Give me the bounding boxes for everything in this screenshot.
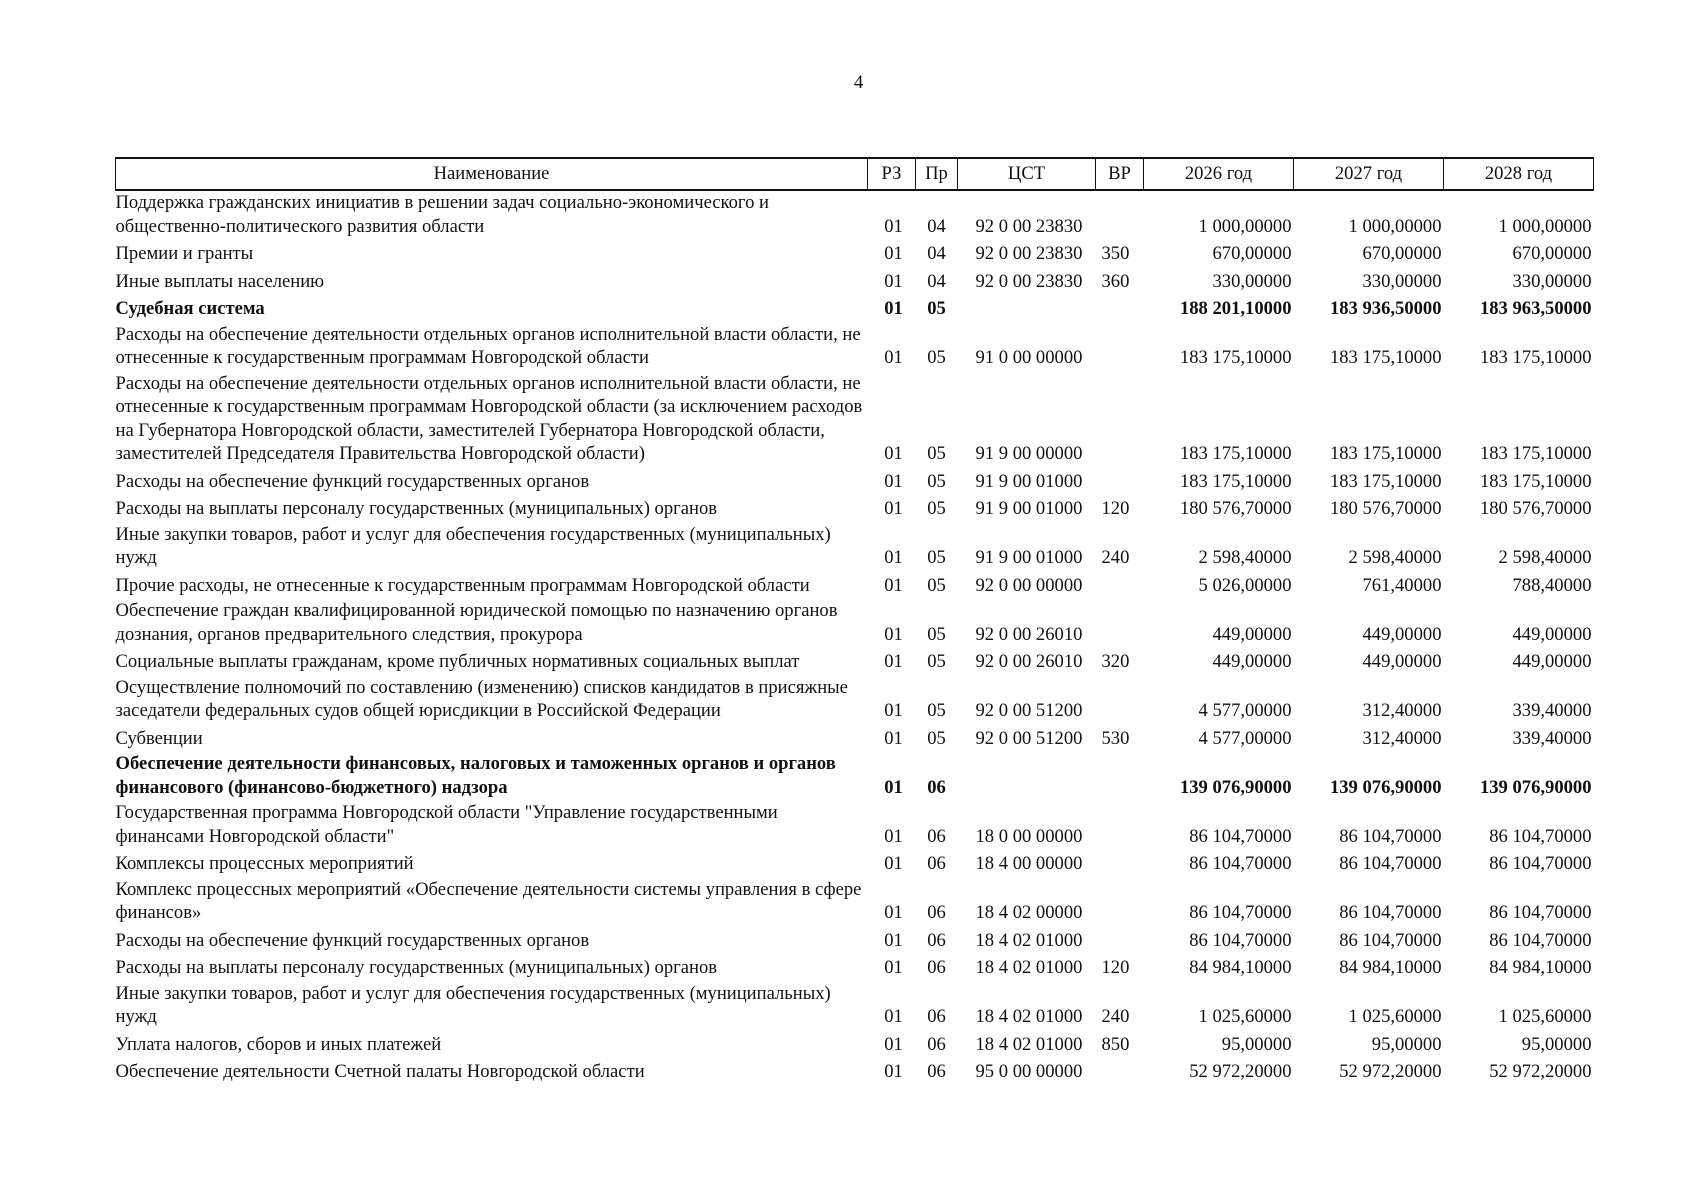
row-pr: 04 <box>927 270 946 292</box>
row-name: Обеспечение деятельности финансовых, налоговых и таможенных органов и органов финансового (финансово-бюджетного) надзора <box>115 753 836 798</box>
row-name: Осуществление полномочий по составлению (изменению) списков кандидатов в присяжные заседатели федеральных судов общей юрисдикции в Российской Федерации <box>115 676 848 721</box>
row-rz: 01 <box>884 623 903 645</box>
row-cst: 18 4 02 00000 <box>975 902 1083 923</box>
row-value-2027: 180 576,70000 <box>1329 498 1442 519</box>
row-vr <box>1096 1058 1144 1086</box>
page-number: 4 <box>853 72 864 93</box>
row-vr <box>1096 295 1144 323</box>
row-rz: 01 <box>884 853 903 874</box>
row-rz: 01 <box>884 347 903 368</box>
row-pr: 05 <box>927 574 946 596</box>
row-value-2027: 183 175,10000 <box>1329 470 1442 492</box>
row-name: Иные закупки товаров, работ и услуг для обеспечения государственных (муниципальных) нужд <box>115 982 831 1027</box>
row-vr <box>1096 752 1144 801</box>
row-cst: 91 9 00 01000 <box>975 547 1083 568</box>
row-rz: 01 <box>884 1033 903 1055</box>
row-rz: 01 <box>884 929 903 951</box>
row-name: Поддержка гражданских инициатив в решении задач социально-экономического и общественно-политического развития области <box>115 192 769 237</box>
row-value-2026: 5 026,00000 <box>1198 574 1292 596</box>
row-vr <box>1096 676 1144 725</box>
row-cst <box>958 295 1096 323</box>
row-value-2028: 86 104,70000 <box>1489 902 1592 923</box>
row-value-2028: 449,00000 <box>1512 651 1592 672</box>
table-row <box>116 572 1594 600</box>
table-row <box>116 648 1594 676</box>
row-vr <box>1096 850 1144 878</box>
row-value-2028: 95,00000 <box>1521 1033 1592 1055</box>
row-value-2028: 180 576,70000 <box>1479 498 1592 519</box>
row-value-2027: 139 076,90000 <box>1329 776 1442 798</box>
row-value-2027: 86 104,70000 <box>1339 929 1442 951</box>
table-row <box>116 1031 1594 1059</box>
row-pr: 06 <box>927 902 946 923</box>
row-value-2027: 86 104,70000 <box>1339 825 1442 847</box>
row-name: Премии и гранты <box>115 243 254 264</box>
row-value-2026: 670,00000 <box>1212 243 1292 264</box>
row-name: Расходы на обеспечение деятельности отдельных органов исполнительной власти области, не отнесенные к государственным программам Новгородской области (за исключением расходов на Губернатора Новгородской области, заместителей Губернатора Новгородской области, заместителей Председателя Правительства Новгородской области) <box>115 372 863 464</box>
row-pr: 06 <box>927 1061 946 1082</box>
header-rz: РЗ <box>868 158 916 190</box>
row-rz: 01 <box>884 727 903 749</box>
row-value-2026: 1 000,00000 <box>1198 215 1292 237</box>
row-value-2028: 788,40000 <box>1512 574 1592 596</box>
row-value-2028: 183 175,10000 <box>1479 470 1592 492</box>
table-row <box>116 927 1594 955</box>
row-vr <box>1096 372 1144 468</box>
row-value-2026: 86 104,70000 <box>1189 902 1292 923</box>
header-year-2026: 2026 год <box>1144 158 1294 190</box>
row-cst: 92 0 00 26010 <box>975 651 1083 672</box>
row-value-2026: 4 577,00000 <box>1198 700 1292 721</box>
row-pr: 06 <box>927 929 946 951</box>
row-value-2028: 183 963,50000 <box>1479 298 1592 319</box>
row-value-2028: 86 104,70000 <box>1489 929 1592 951</box>
row-value-2026: 52 972,20000 <box>1189 1061 1292 1082</box>
header-vr: ВР <box>1096 158 1144 190</box>
row-pr: 05 <box>927 547 946 568</box>
row-vr <box>1096 323 1144 372</box>
row-value-2027: 95,00000 <box>1371 1033 1442 1055</box>
row-vr: 240 <box>1101 1006 1130 1027</box>
row-name: Расходы на выплаты персоналу государственных (муниципальных) органов <box>115 957 718 978</box>
row-value-2028: 339,40000 <box>1512 727 1592 749</box>
row-pr: 06 <box>927 1006 946 1027</box>
table-row <box>116 878 1594 927</box>
row-pr: 06 <box>927 776 946 798</box>
row-vr <box>1096 572 1144 600</box>
row-vr: 350 <box>1101 243 1130 264</box>
table-body <box>116 190 1594 1086</box>
row-vr: 320 <box>1101 651 1130 672</box>
row-value-2026: 4 577,00000 <box>1198 727 1292 749</box>
row-name: Комплекс процессных мероприятий «Обеспечение деятельности системы управления в сфере финансов» <box>115 878 862 923</box>
row-vr: 850 <box>1101 1033 1130 1055</box>
row-pr: 05 <box>927 651 946 672</box>
row-value-2027: 312,40000 <box>1362 727 1442 749</box>
row-value-2028: 86 104,70000 <box>1489 825 1592 847</box>
row-cst: 91 0 00 00000 <box>975 347 1083 368</box>
row-cst: 18 4 02 01000 <box>975 929 1083 951</box>
row-vr: 240 <box>1101 547 1130 568</box>
row-value-2028: 86 104,70000 <box>1489 853 1592 874</box>
row-value-2026: 188 201,10000 <box>1179 298 1292 319</box>
row-name: Обеспечение деятельности Счетной палаты Новгородской области <box>115 1061 645 1082</box>
row-name: Иные выплаты населению <box>115 270 325 292</box>
header-name: Наименование <box>116 158 868 190</box>
row-cst: 92 0 00 23830 <box>975 243 1083 264</box>
row-value-2027: 449,00000 <box>1362 623 1442 645</box>
row-rz: 01 <box>884 270 903 292</box>
row-pr: 06 <box>927 853 946 874</box>
row-value-2027: 84 984,10000 <box>1339 957 1442 978</box>
row-rz: 01 <box>884 243 903 264</box>
row-vr <box>1096 878 1144 927</box>
row-pr: 04 <box>927 215 946 237</box>
row-pr: 05 <box>927 298 946 319</box>
table-row <box>116 468 1594 496</box>
row-cst: 91 9 00 01000 <box>975 498 1083 519</box>
row-name: Расходы на обеспечение деятельности отдельных органов исполнительной власти области, не отнесенные к государственным программам Новгородской области <box>115 323 861 368</box>
row-vr: 360 <box>1101 270 1130 292</box>
row-vr: 120 <box>1101 498 1130 519</box>
table-section-row <box>116 752 1594 801</box>
row-name: Расходы на обеспечение функций государственных органов <box>115 470 590 492</box>
row-rz: 01 <box>884 298 903 319</box>
row-value-2028: 330,00000 <box>1512 270 1592 292</box>
table-row <box>116 268 1594 296</box>
row-name: Уплата налогов, сборов и иных платежей <box>115 1033 442 1055</box>
row-rz: 01 <box>884 574 903 596</box>
row-name: Иные закупки товаров, работ и услуг для обеспечения государственных (муниципальных) нужд <box>115 523 831 568</box>
row-pr: 06 <box>927 957 946 978</box>
row-rz: 01 <box>884 776 903 798</box>
header-cst: ЦСТ <box>958 158 1096 190</box>
row-name: Комплексы процессных мероприятий <box>115 853 414 874</box>
row-value-2027: 449,00000 <box>1362 651 1442 672</box>
row-cst: 92 0 00 23830 <box>975 215 1083 237</box>
row-pr: 04 <box>927 243 946 264</box>
row-value-2028: 2 598,40000 <box>1498 547 1592 568</box>
row-cst: 91 9 00 00000 <box>975 443 1083 464</box>
row-rz: 01 <box>884 470 903 492</box>
row-value-2027: 183 936,50000 <box>1329 298 1442 319</box>
row-value-2027: 1 025,60000 <box>1348 1006 1442 1027</box>
row-value-2026: 2 598,40000 <box>1198 547 1292 568</box>
row-value-2028: 670,00000 <box>1512 243 1592 264</box>
table-row <box>116 954 1594 982</box>
row-value-2028: 449,00000 <box>1512 623 1592 645</box>
row-cst: 92 0 00 23830 <box>975 270 1083 292</box>
row-cst: 18 4 02 01000 <box>975 1006 1083 1027</box>
row-value-2026: 183 175,10000 <box>1179 470 1292 492</box>
row-cst: 92 0 00 51200 <box>975 700 1083 721</box>
row-vr <box>1096 599 1144 648</box>
row-name: Обеспечение граждан квалифицированной юридической помощью по назначению органов дознания, органов предварительного следствия, прокурора <box>115 600 838 645</box>
row-value-2027: 52 972,20000 <box>1339 1061 1442 1082</box>
row-pr: 05 <box>927 347 946 368</box>
header-pr: Пр <box>916 158 958 190</box>
row-rz: 01 <box>884 651 903 672</box>
table-row <box>116 523 1594 572</box>
row-pr: 05 <box>927 498 946 519</box>
budget-table <box>115 157 1594 1086</box>
row-value-2028: 183 175,10000 <box>1479 347 1592 368</box>
row-value-2026: 183 175,10000 <box>1179 347 1292 368</box>
row-value-2026: 449,00000 <box>1212 623 1292 645</box>
row-pr: 06 <box>927 825 946 847</box>
row-value-2026: 183 175,10000 <box>1179 443 1292 464</box>
row-rz: 01 <box>884 498 903 519</box>
row-value-2028: 339,40000 <box>1512 700 1592 721</box>
row-value-2028: 84 984,10000 <box>1489 957 1592 978</box>
row-name: Расходы на обеспечение функций государственных органов <box>115 929 590 951</box>
row-name: Государственная программа Новгородской области "Управление государственными финансами Новгородской области" <box>115 802 778 847</box>
row-name: Социальные выплаты гражданам, кроме публичных нормативных социальных выплат <box>115 651 800 672</box>
row-cst: 18 4 00 00000 <box>975 853 1083 874</box>
row-rz: 01 <box>884 547 903 568</box>
row-value-2026: 86 104,70000 <box>1189 853 1292 874</box>
table-row <box>116 801 1594 850</box>
table-row <box>116 850 1594 878</box>
row-value-2026: 86 104,70000 <box>1189 929 1292 951</box>
table-section-row <box>116 295 1594 323</box>
row-name: Прочие расходы, не отнесенные к государственным программам Новгородской области <box>115 574 810 596</box>
row-value-2026: 1 025,60000 <box>1198 1006 1292 1027</box>
row-value-2028: 52 972,20000 <box>1489 1061 1592 1082</box>
row-vr <box>1096 801 1144 850</box>
table-row <box>116 725 1594 753</box>
table-row <box>116 372 1594 468</box>
table-row <box>116 1058 1594 1086</box>
row-name: Судебная система <box>115 298 265 319</box>
header-year-2028: 2028 год <box>1444 158 1594 190</box>
row-vr <box>1096 190 1144 240</box>
row-vr <box>1096 927 1144 955</box>
row-cst: 95 0 00 00000 <box>975 1061 1083 1082</box>
row-name: Субвенции <box>115 727 203 749</box>
row-value-2027: 312,40000 <box>1362 700 1442 721</box>
row-rz: 01 <box>884 957 903 978</box>
row-value-2026: 95,00000 <box>1221 1033 1292 1055</box>
row-pr: 05 <box>927 443 946 464</box>
row-value-2027: 761,40000 <box>1362 574 1442 596</box>
table-row <box>116 190 1594 240</box>
row-name: Расходы на выплаты персоналу государственных (муниципальных) органов <box>115 498 718 519</box>
row-vr: 120 <box>1101 957 1130 978</box>
row-value-2026: 330,00000 <box>1212 270 1292 292</box>
row-pr: 05 <box>927 623 946 645</box>
row-rz: 01 <box>884 1061 903 1082</box>
row-rz: 01 <box>884 443 903 464</box>
row-value-2027: 330,00000 <box>1362 270 1442 292</box>
row-value-2028: 1 000,00000 <box>1498 215 1592 237</box>
row-pr: 05 <box>927 470 946 492</box>
table-row <box>116 599 1594 648</box>
row-value-2026: 86 104,70000 <box>1189 825 1292 847</box>
row-vr: 530 <box>1101 727 1130 749</box>
row-cst: 92 0 00 00000 <box>975 574 1083 596</box>
table-row <box>116 982 1594 1031</box>
row-value-2027: 86 104,70000 <box>1339 902 1442 923</box>
row-value-2028: 1 025,60000 <box>1498 1006 1592 1027</box>
row-rz: 01 <box>884 1006 903 1027</box>
row-value-2027: 183 175,10000 <box>1329 443 1442 464</box>
row-value-2028: 139 076,90000 <box>1479 776 1592 798</box>
row-vr <box>1096 468 1144 496</box>
row-cst: 91 9 00 01000 <box>975 470 1083 492</box>
row-value-2027: 670,00000 <box>1362 243 1442 264</box>
table-row <box>116 495 1594 523</box>
row-cst: 92 0 00 51200 <box>975 727 1083 749</box>
row-value-2026: 84 984,10000 <box>1189 957 1292 978</box>
table-row <box>116 323 1594 372</box>
row-pr: 05 <box>927 727 946 749</box>
row-value-2027: 86 104,70000 <box>1339 853 1442 874</box>
row-rz: 01 <box>884 902 903 923</box>
row-cst: 18 4 02 01000 <box>975 1033 1083 1055</box>
table-row <box>116 240 1594 268</box>
row-cst: 92 0 00 26010 <box>975 623 1083 645</box>
row-rz: 01 <box>884 700 903 721</box>
row-cst: 18 4 02 01000 <box>975 957 1083 978</box>
row-pr: 06 <box>927 1033 946 1055</box>
row-pr: 05 <box>927 700 946 721</box>
row-cst: 18 0 00 00000 <box>975 825 1083 847</box>
table-header-row <box>116 158 1594 190</box>
row-value-2027: 2 598,40000 <box>1348 547 1442 568</box>
row-value-2026: 449,00000 <box>1212 651 1292 672</box>
row-value-2028: 183 175,10000 <box>1479 443 1592 464</box>
row-value-2027: 183 175,10000 <box>1329 347 1442 368</box>
table-row <box>116 676 1594 725</box>
header-year-2027: 2027 год <box>1294 158 1444 190</box>
row-cst <box>958 752 1096 801</box>
row-value-2027: 1 000,00000 <box>1348 215 1442 237</box>
row-rz: 01 <box>884 825 903 847</box>
row-rz: 01 <box>884 215 903 237</box>
row-value-2026: 180 576,70000 <box>1179 498 1292 519</box>
row-value-2026: 139 076,90000 <box>1179 776 1292 798</box>
